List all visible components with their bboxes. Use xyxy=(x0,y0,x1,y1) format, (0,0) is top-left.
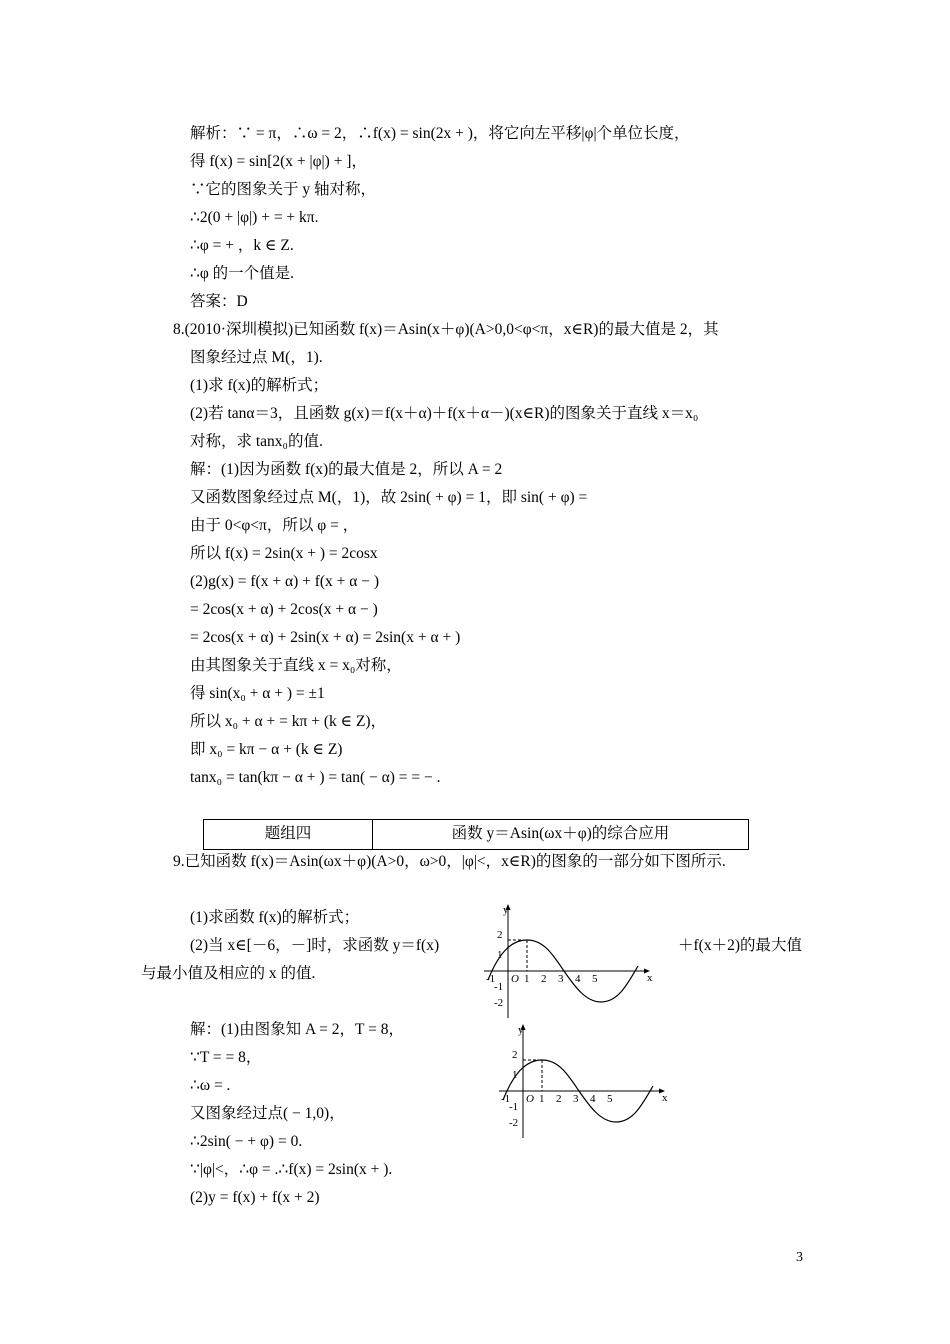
text-line: (2)g(x) = f(x + α) + f(x + α − ) xyxy=(190,573,380,590)
section-group-cell: 题组四 xyxy=(204,820,373,849)
text-line: 解析：∵ = π，∴ω = 2，∴f(x) = sin(2x + )，将它向左平移|φ|个单位长度， xyxy=(190,125,690,142)
y-tick: 2 xyxy=(512,1049,518,1061)
y-axis-label: y xyxy=(518,1024,524,1036)
text-line: 解：(1)由图象知 A = 2，T = 8， xyxy=(190,1021,404,1038)
text-line: = 2cos(x + α) + 2sin(x + α) = 2sin(x + α + ) xyxy=(190,629,461,646)
x-axis-label: x xyxy=(647,972,653,984)
text-line: (1)求 f(x)的解析式； xyxy=(190,377,329,394)
x-tick: 4 xyxy=(590,1093,596,1105)
problem-8-title: 8.(2010·深圳模拟)已知函数 f(x)＝Asin(x＋φ)(A>0,0<φ<π，x∈R)的最大值是 2，其 xyxy=(173,321,719,338)
text-line: ∴ω = . xyxy=(190,1077,231,1094)
text-line: ∴2(0 + |φ|) + = + kπ. xyxy=(190,209,319,226)
page-number: 3 xyxy=(796,1250,803,1265)
text-line: (1)求函数 f(x)的解析式； xyxy=(190,909,360,926)
y-tick: -2 xyxy=(494,997,504,1009)
text-line: 得 sin(x₀ + α + ) = ±1 xyxy=(190,685,325,702)
y-tick: 1 xyxy=(512,1069,518,1081)
y-axis-label: y xyxy=(503,904,509,916)
text-line: 又函数图象经过点 M(，1)，故 2sin( + φ) = 1，即 sin( + φ) = xyxy=(190,489,588,506)
x-tick: 2 xyxy=(541,973,547,985)
text-line: 由于 0<φ<π，所以 φ = ， xyxy=(190,517,359,534)
origin-label: O xyxy=(526,1093,534,1105)
text-line: ∴φ = + ，k ∈ Z. xyxy=(190,237,294,254)
x-tick: 3 xyxy=(573,1093,579,1105)
text-line: 由其图象关于直线 x = x₀对称， xyxy=(190,657,402,674)
text-line: = 2cos(x + α) + 2cos(x + α − ) xyxy=(190,601,378,618)
problem-9-title: 9.已知函数 f(x)＝Asin(ωx＋φ)(A>0，ω>0，|φ|<，x∈R)的图象的一部分如下图所示. xyxy=(173,853,726,870)
text-line: 得 f(x) = sin[2(x + |φ|) + ]， xyxy=(190,153,367,170)
text-line: 所以 x₀ + α + = kπ + (k ∈ Z)， xyxy=(190,713,387,730)
text-line: ∵T = = 8， xyxy=(190,1049,262,1066)
x-tick: -1 xyxy=(501,1093,511,1105)
x-tick: 3 xyxy=(558,973,564,985)
text-line: ＋f(x＋2)的最大值 xyxy=(678,937,802,954)
x-tick: 1 xyxy=(524,973,530,985)
text-line: 解：(1)因为函数 f(x)的最大值是 2，所以 A = 2 xyxy=(190,461,503,478)
text-line: 又图象经过点( − 1,0)， xyxy=(190,1105,345,1122)
text-line: 即 x₀ = kπ − α + (k ∈ Z) xyxy=(190,741,343,758)
text-line: ∵|φ|<，∴φ = .∴f(x) = 2sin(x + ). xyxy=(190,1161,393,1178)
answer-line: 答案：D xyxy=(190,293,248,310)
y-tick: -1 xyxy=(494,981,504,993)
text-line: (2)若 tanα＝3，且函数 g(x)＝f(x＋α)＋f(x＋α－)(x∈R)的图象关于直线 x＝x₀ xyxy=(190,405,699,422)
x-tick: 5 xyxy=(592,973,598,985)
origin-label: O xyxy=(511,973,519,985)
section-topic-cell: 函数 y＝Asin(ωx＋φ)的综合应用 xyxy=(451,825,670,842)
y-tick: -1 xyxy=(509,1101,519,1113)
x-axis-label: x xyxy=(662,1092,668,1104)
text-line: (2)y = f(x) + f(x + 2) xyxy=(190,1189,320,1206)
x-tick: 4 xyxy=(575,973,581,985)
text-line: tanx₀ = tan(kπ − α + ) = tan( − α) = = − . xyxy=(190,769,441,786)
sine-graph-1 xyxy=(478,900,663,1025)
text-line: 与最小值及相应的 x 的值. xyxy=(141,965,316,982)
section-table xyxy=(203,819,749,850)
sine-graph-2 xyxy=(493,1020,678,1145)
text-line: 所以 f(x) = 2sin(x + ) = 2cosx xyxy=(190,545,378,562)
y-tick: -2 xyxy=(509,1117,519,1129)
y-tick: 2 xyxy=(497,929,503,941)
x-tick: -1 xyxy=(486,973,496,985)
text-line: ∴2sin( − + φ) = 0. xyxy=(190,1133,303,1150)
text-line: ∵它的图象关于 y 轴对称， xyxy=(190,181,377,198)
text-line: 图象经过点 M(，1). xyxy=(190,349,323,366)
y-tick: 1 xyxy=(497,949,503,961)
x-tick: 1 xyxy=(539,1093,545,1105)
x-tick: 5 xyxy=(607,1093,613,1105)
text-line: ∴φ 的一个值是. xyxy=(190,265,295,282)
text-line: (2)当 x∈[－6，－]时，求函数 y＝f(x) xyxy=(190,937,440,954)
x-tick: 2 xyxy=(556,1093,562,1105)
text-line: 对称，求 tanx₀的值. xyxy=(190,433,323,450)
